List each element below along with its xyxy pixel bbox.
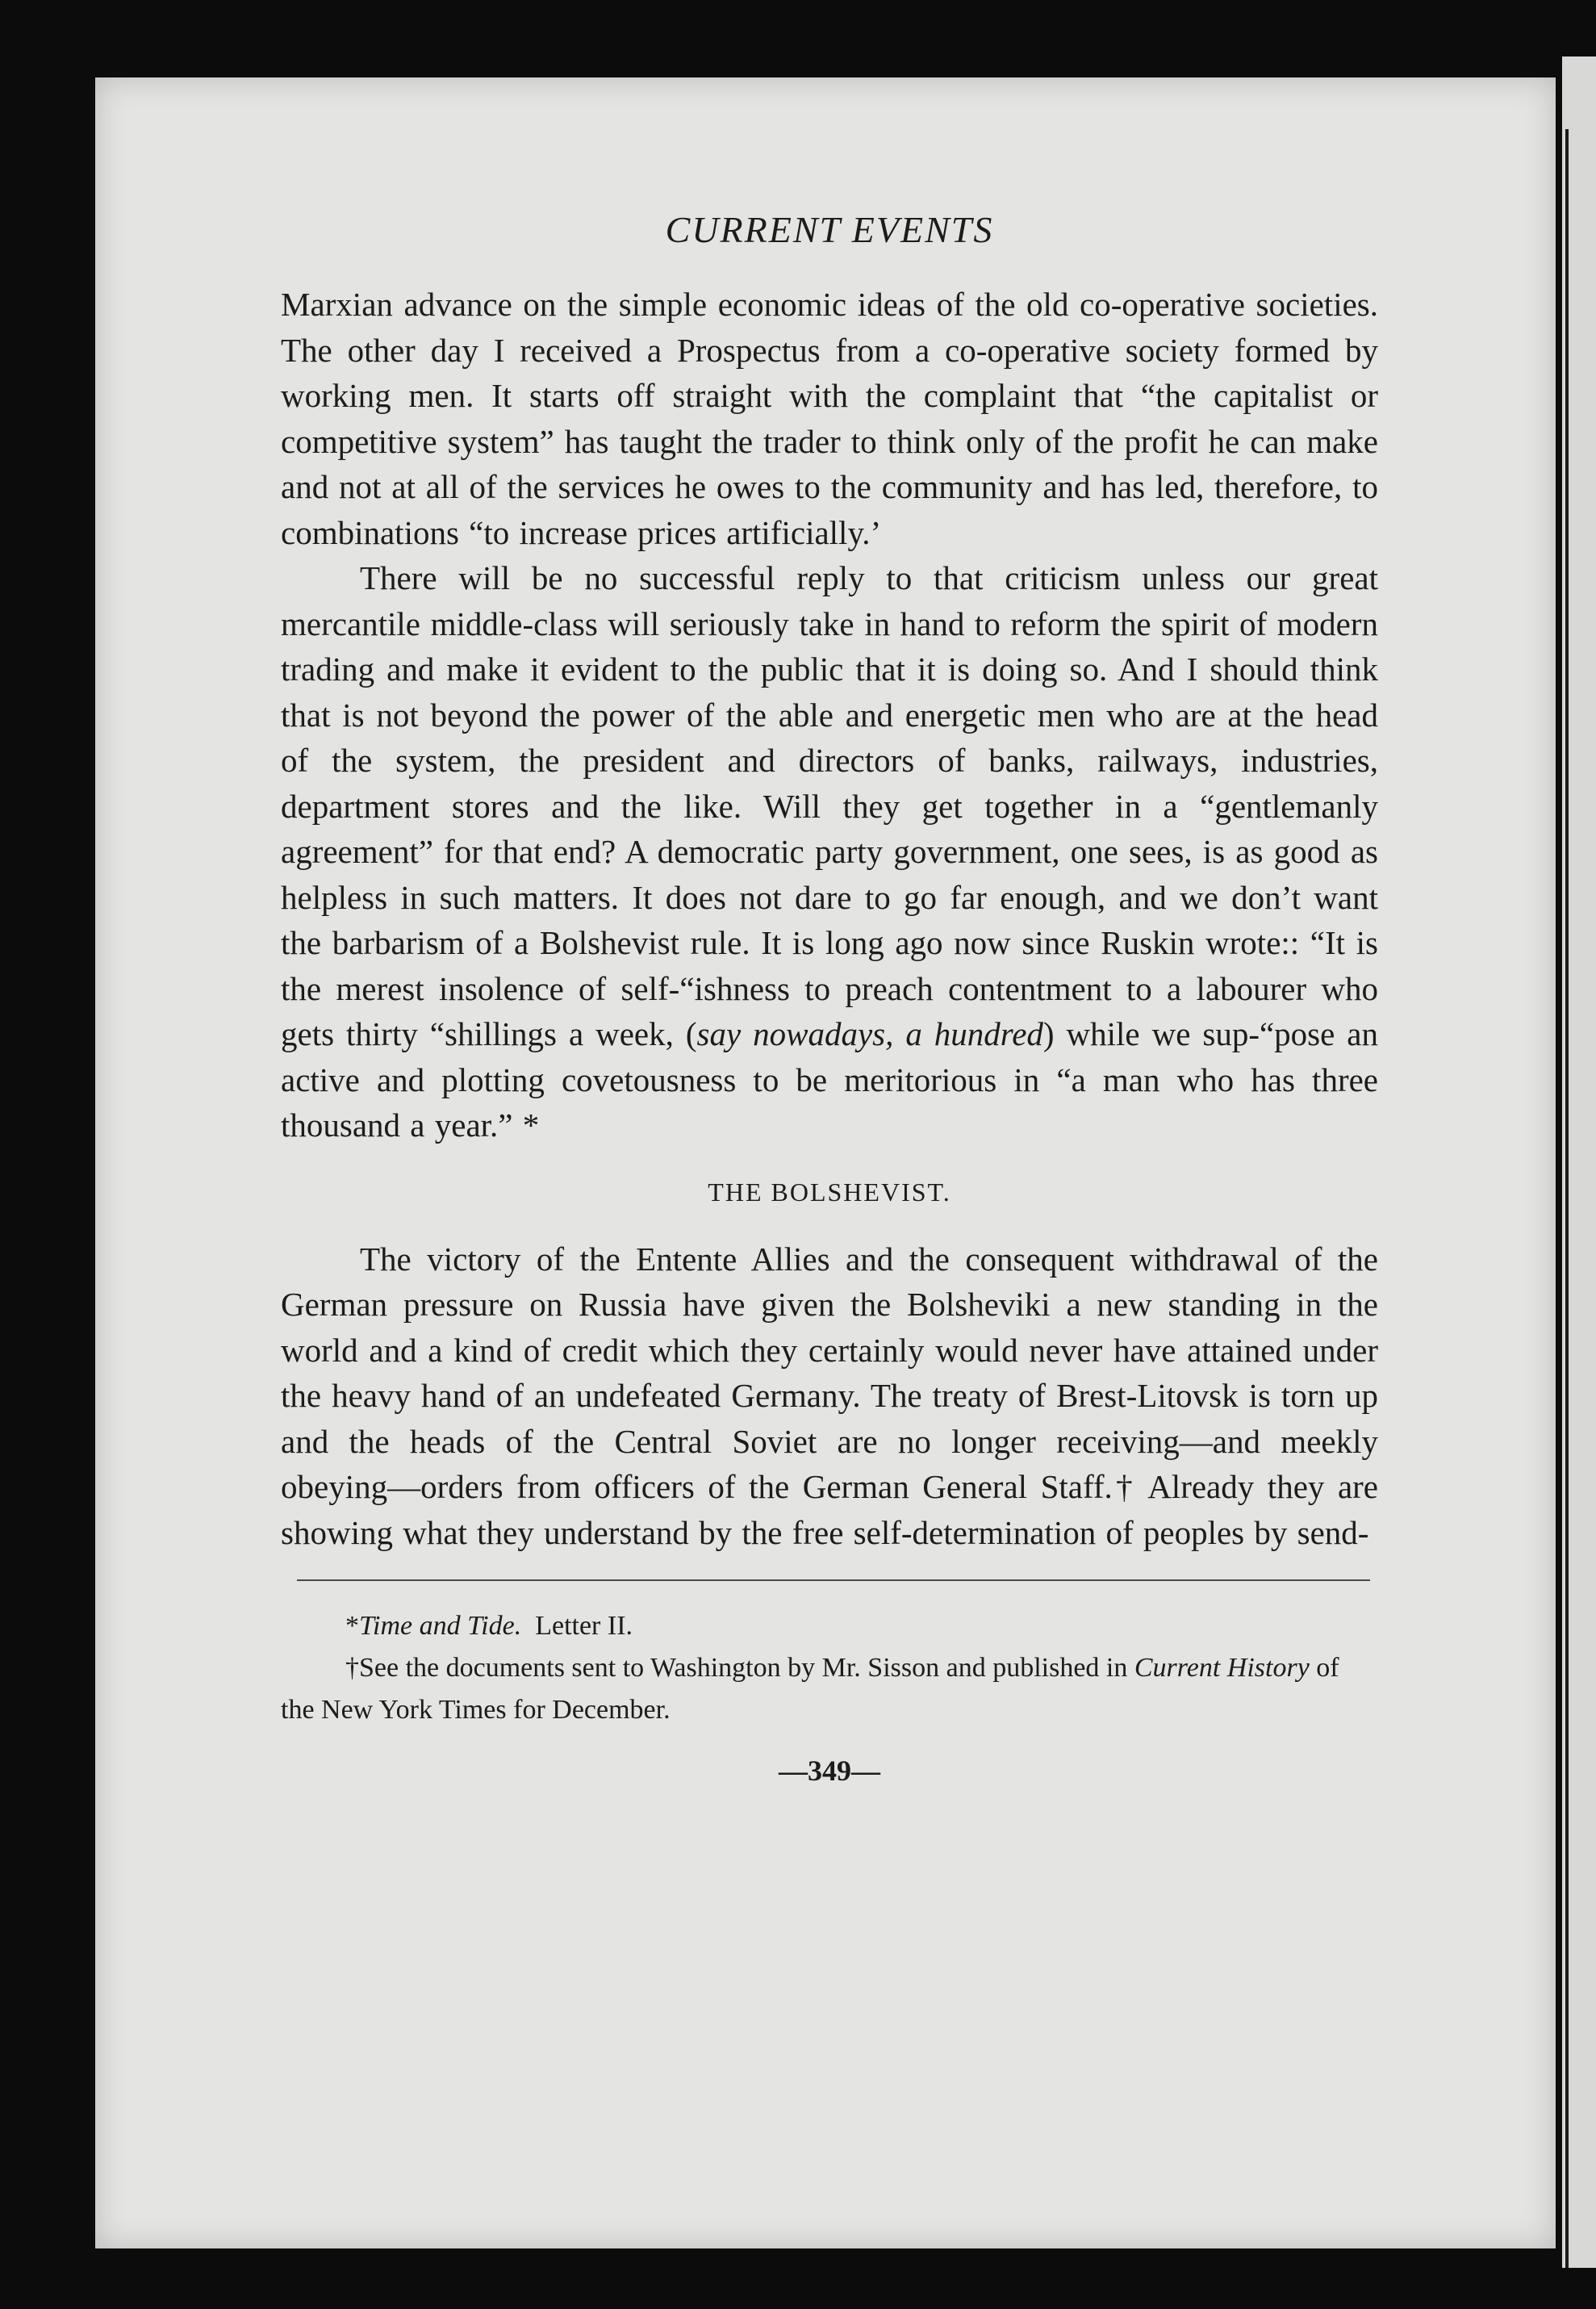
footnote-1-mark: *	[345, 1611, 359, 1641]
footnote-2-text-b: of the New York Times for December.	[281, 1653, 1339, 1725]
paragraph-2	[281, 555, 1378, 1148]
adjacent-page-edge	[1562, 56, 1596, 2268]
footnote-divider	[297, 1579, 1370, 1581]
paragraph-2-italic: say nowadays, a hundred	[696, 1015, 1043, 1052]
footnote-1-text: Letter II.	[535, 1611, 633, 1641]
footnote-2	[281, 1647, 1378, 1731]
footnote-1-source: Time and Tide.	[359, 1611, 522, 1641]
footnote-1	[281, 1605, 1378, 1647]
paragraph-2-end: ) while we sup-“pose an active and plotting covetousness to be meritorious in “a man who has three thousand a year.” *	[281, 1015, 1378, 1144]
page-number: —349—	[779, 1755, 880, 1787]
paragraph-2-start: There will be no successful reply to that criticism unless our great mercantile middle-class will seriously take in hand to reform the spirit of modern trading and make it evident to the public that it is doing so. And I should think that is not beyond the power of the able and energetic men who are at the head of the system, the president and directors of banks, railways, industries, department stores and the like. Will they get together in a “gentlemanly agreement” for that end? A democratic party government, one sees, is as good as helpless in such matters. It does not dare to go far enough, and we don’t want the barbarism of a Bolshevist rule. It is long ago now since Ruskin wrote:: “It is the merest insolence of self-“ishness to preach contentment to a labourer who gets thirty “shillings a week, (	[281, 559, 1378, 1052]
footnote-2-text-a: †See the documents sent to Washington by Mr. Sisson and published in	[345, 1653, 1134, 1683]
footnote-2-italic: Current History	[1134, 1653, 1310, 1683]
paragraph-3: The victory of the Entente Allies and the consequent withdrawal of the German pressure on Russia have given the Bolsheviki a new standing in the world and a kind of credit which they certainly would never have attained under the heavy hand of an undefeated Germany. The treaty of Brest-Litovsk is torn up and the heads of the Central Soviet are no longer receiving—and meekly obeying—orders from officers of the German General Staff.† Already they are showing what they understand by the free self-determination of peoples by send-	[281, 1240, 1378, 1551]
paragraph-1: Marxian advance on the simple economic ideas of the old co-operative societies. The other day I received a Prospectus from a co-operative society formed by working men. It starts off straight with the complaint that “the capitalist or competitive system” has taught the trader to think only of the profit he can make and not at all of the services he owes to the community and has led, therefore, to combinations “to increase prices artificially.’	[281, 286, 1378, 551]
page-content	[281, 208, 1378, 1788]
running-title: CURRENT EVENTS	[665, 209, 994, 250]
section-title: THE BOLSHEVIST.	[708, 1177, 951, 1207]
